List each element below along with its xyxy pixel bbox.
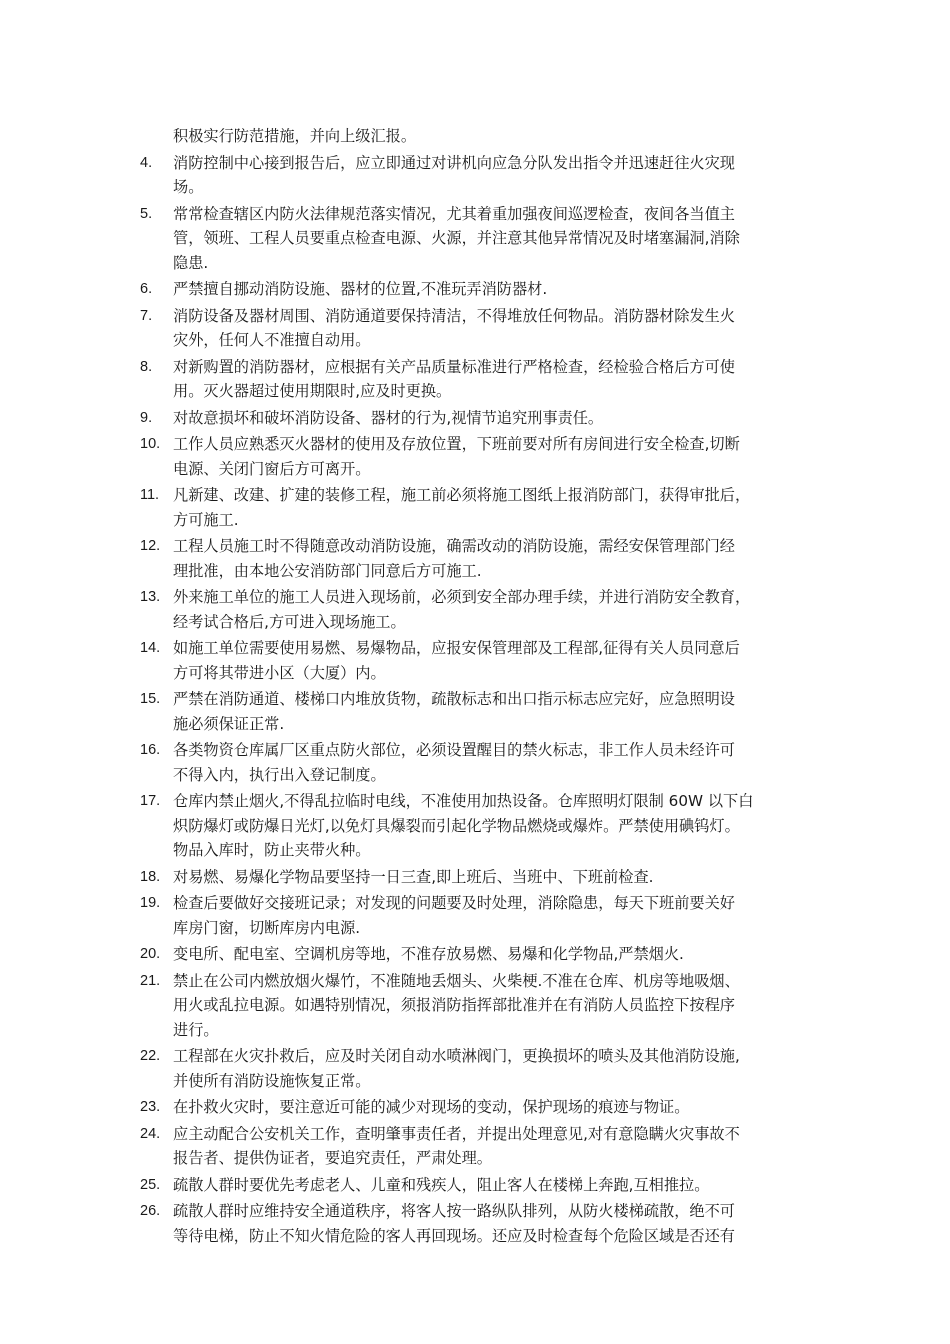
list-item-text-line: 电源、关闭门窗后方可离开。 (173, 459, 371, 478)
list-item-number: 5. (140, 205, 153, 222)
list-item-text-line: 理批准，由本地公安消防部门同意后方可施工. (173, 561, 482, 580)
list-item-number: 26. (140, 1203, 161, 1219)
list-item-text-line: 方可施工. (173, 510, 239, 529)
list-item-text-line: 在扑救火灾时，要注意近可能的减少对现场的变动，保护现场的痕迹与物证。 (173, 1098, 690, 1116)
list-item-text-line: 积极实行防范措施，并向上级汇报。 (173, 127, 416, 145)
list-item-text-line: 灾外，任何人不准擅自动用。 (173, 331, 371, 349)
list-item-text-line: 仓库内禁止烟火,不得乱拉临时电线，不准使用加热设备。仓库照明灯限制 60W 以下白 (173, 792, 754, 810)
list-item (140, 304, 820, 353)
list-item-text-line: 凡新建、改建、扩建的装修工程，施工前必须将施工图纸上报消防部门，获得审批后， (173, 486, 751, 504)
list-item (140, 277, 820, 302)
list-item (140, 406, 820, 431)
list-item (140, 1044, 820, 1093)
list-item-text-line: 场。 (173, 178, 204, 196)
list-item-text-line: 严禁擅自挪动消防设施、器材的位置,不准玩弄消防器材. (173, 280, 548, 298)
list-item (140, 534, 820, 583)
list-item-text-line: 进行。 (173, 1020, 219, 1039)
list-item-number: 22. (140, 1048, 161, 1064)
list-item (140, 1173, 820, 1198)
list-item-text-line: 不得入内，执行出入登记制度。 (173, 765, 386, 784)
list-item (140, 738, 820, 787)
list-item-number: 18. (140, 868, 161, 885)
list-item (140, 202, 820, 276)
list-item-text-line: 检查后要做好交接班记录；对发现的问题要及时处理，消除隐患，每天下班前要关好 (173, 894, 735, 912)
list-item (140, 636, 820, 685)
list-item-number: 9. (140, 409, 153, 426)
list-item (140, 789, 820, 863)
list-item-text-line: 经考试合格后,方可进入现场施工。 (173, 612, 406, 631)
list-item-text-line: 消防控制中心接到报告后，应立即通过对讲机向应急分队发出指令并迅速赶往火灾现 (173, 153, 735, 172)
list-item-text-line: 工程部在火灾扑救后，应及时关闭自动水喷淋阀门，更换损坏的喷头及其他消防设施, (173, 1047, 740, 1065)
list-item-text-line: 炽防爆灯或防爆日光灯,以免灯具爆裂而引起化学物品燃烧或爆炸。严禁使用碘钨灯。 (173, 816, 740, 835)
list-item (140, 942, 820, 967)
list-item (140, 432, 820, 481)
list-item-text-line: 对故意损坏和破坏消防设备、器材的行为,视情节追究刑事责任。 (173, 408, 604, 427)
list-item-number: 23. (140, 1099, 161, 1115)
list-item (140, 151, 820, 200)
list-item (140, 483, 820, 532)
list-item-text-line: 疏散人群时要优先考虑老人、儿童和残疾人，阻止客人在楼梯上奔跑,互相推拉。 (173, 1175, 710, 1194)
list-item-text-line: 禁止在公司内燃放烟火爆竹，不准随地丢烟头、火柴梗.不准在仓库、机房等地吸烟、 (173, 971, 740, 990)
list-item-text-line: 对新购置的消防器材，应根据有关产品质量标准进行严格检查，经检验合格后方可使 (173, 357, 735, 376)
list-item-text-line: 等待电梯，防止不知火情危险的客人再回现场。还应及时检查每个危险区域是否还有 (173, 1226, 735, 1245)
list-item-text-line: 管，领班、工程人员要重点检查电源、火源，并注意其他异常情况及时堵塞漏洞,消除 (173, 229, 740, 247)
list-item-number: 11. (140, 487, 160, 503)
list-item-text-line: 疏散人群时应维持安全通道秩序，将客人按一路纵队排列，从防火楼梯疏散，绝不可 (173, 1202, 735, 1220)
list-item-text-line: 严禁在消防通道、楼梯口内堆放货物，疏散标志和出口指示标志应完好，应急照明设 (173, 690, 735, 708)
list-item-number: 15. (140, 691, 161, 707)
fire-safety-rules-list (140, 124, 820, 1250)
list-item-text-line: 隐患. (173, 253, 209, 272)
list-item-text-line: 方可将其带进小区（大厦）内。 (173, 663, 386, 682)
list-item-number: 8. (140, 358, 153, 375)
list-item-number: 21. (140, 972, 161, 989)
list-item-text-line: 应主动配合公安机关工作，查明肇事责任者，并提出处理意见,对有意隐瞒火灾事故不 (173, 1124, 740, 1143)
list-item-number: 7. (140, 307, 153, 324)
list-item-text-line: 报告者、提供伪证者，要追究责任，严肃处理。 (173, 1149, 492, 1167)
list-item-text-line: 并使所有消防设施恢复正常。 (173, 1071, 371, 1090)
list-item (140, 865, 820, 890)
list-item-text-line: 对易燃、易爆化学物品要坚持一日三查,即上班后、当班中、下班前检查. (173, 867, 654, 886)
list-item-text-line: 施必须保证正常. (173, 714, 285, 733)
list-item-number: 25. (140, 1176, 161, 1193)
list-item (140, 891, 820, 940)
list-item-text-line: 物品入库时，防止夹带火种。 (173, 841, 371, 859)
list-item-text-line: 如施工单位需要使用易燃、易爆物品，应报安保管理部及工程部,征得有关人员同意后 (173, 639, 740, 657)
list-item (140, 355, 820, 404)
list-item-text-line: 库房门窗，切断库房内电源. (173, 918, 361, 937)
list-item-text-line: 外来施工单位的施工人员进入现场前，必须到安全部办理手续，并进行消防安全教育， (173, 588, 751, 606)
list-item-text-line: 工程人员施工时不得随意改动消防设施，确需改动的消防设施，需经安保管理部门经 (173, 537, 735, 555)
list-item (140, 1199, 820, 1248)
list-item-number: 12. (140, 538, 161, 554)
list-item-text-line: 用火或乱拉电源。如遇特别情况，须报消防指挥部批准并在有消防人员监控下按程序 (173, 996, 735, 1014)
list-item-text-line: 消防设备及器材周围、消防通道要保持清洁，不得堆放任何物品。消防器材除发生火 (173, 306, 735, 325)
list-item-number: 24. (140, 1125, 161, 1142)
list-item-text-line: 变电所、配电室、空调机房等地，不准存放易燃、易爆和化学物品,严禁烟火. (173, 945, 684, 963)
list-item-text-line: 常常检查辖区内防火法律规范落实情况，尤其着重加强夜间巡逻检查，夜间各当值主 (173, 204, 735, 223)
list-item-number: 6. (140, 281, 153, 297)
list-item-number: 20. (140, 946, 161, 962)
list-item-number: 19. (140, 895, 161, 911)
list-item-text-line: 用。灭火器超过使用期限时,应及时更换。 (173, 382, 452, 400)
list-item (140, 1095, 820, 1120)
list-item-number: 10. (140, 436, 161, 452)
list-item (140, 687, 820, 736)
list-item (140, 1122, 820, 1171)
list-item-text-line: 工作人员应熟悉灭火器材的使用及存放位置，下班前要对所有房间进行安全检查,切断 (173, 435, 740, 453)
list-item-number: 16. (140, 742, 161, 758)
list-item-number: 17. (140, 793, 161, 809)
list-item (140, 969, 820, 1043)
list-item-text-line: 各类物资仓库属厂区重点防火部位，必须设置醒目的禁火标志，非工作人员未经许可 (173, 741, 735, 759)
list-item-number: 14. (140, 640, 161, 656)
list-item-number: 4. (140, 154, 153, 171)
list-item-number: 13. (140, 589, 161, 605)
list-item-continuation (140, 124, 820, 149)
list-item (140, 585, 820, 634)
